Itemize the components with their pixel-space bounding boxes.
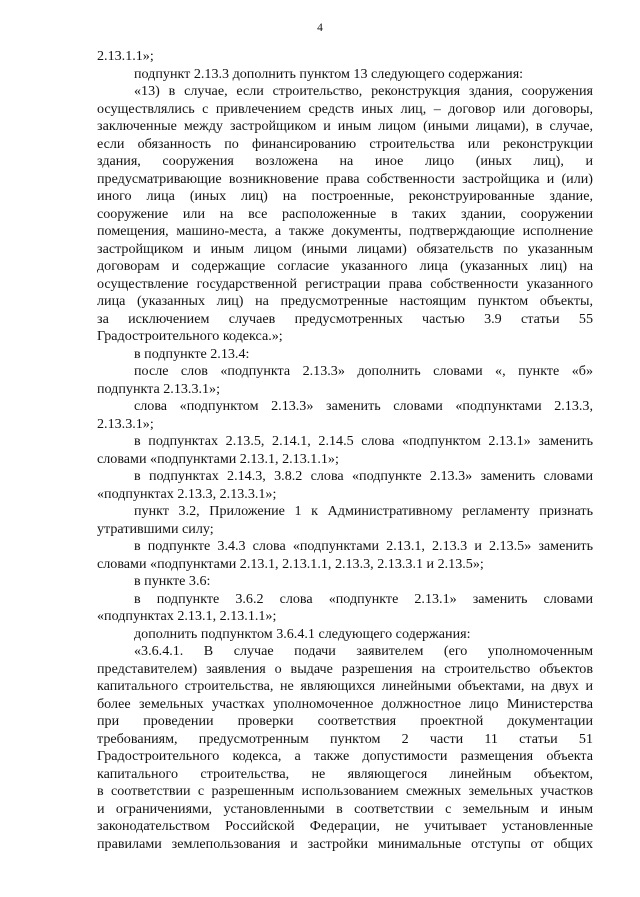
text-line: здания, сооружения возложена на иное лицо (иных лиц), и [97, 153, 593, 169]
text-line: предусматривающие возникновение права собственности застройщика и (или) [97, 170, 593, 187]
text-line: правилами землепользования и застройки минимальные отступы от общих [97, 835, 593, 852]
page-number: 4 [317, 22, 323, 34]
text-line: в подпунктах 2.13.5, 2.14.1, 2.14.5 слова «подпунктом 2.13.1» заменить [134, 433, 593, 449]
text-line: в подпункте 3.4.3 слова «подпунктами 2.13.1, 2.13.3 и 2.13.5» заменить [134, 538, 593, 554]
text-line: лица (указанных лиц) на предусмотренные настоящим пунктом объекты, [97, 293, 593, 309]
text-line: заключенные между застройщиком и иным лицом (иными лицами), в случае, [97, 118, 593, 134]
text-line: представителем) заявления о выдаче разрешения на строительство объектов [97, 660, 593, 677]
text-line: словами «подпунктами 2.13.1, 2.13.1.1, 2.13.3, 2.13.3.1 и 2.13.5»; [97, 555, 484, 572]
text-line: сооружение или на все расположенные в таких здании, сооружении [97, 205, 593, 222]
text-line: осуществление государственной регистрации права собственности указанного [97, 275, 593, 292]
text-line: 2.13.3.1»; [97, 415, 154, 432]
text-line: в соответствии с разрешенным использованием смежных земельных участков [97, 783, 593, 799]
text-line: в подпунктах 2.14.3, 3.8.2 слова «подпункте 2.13.3» заменить словами [134, 468, 593, 484]
text-line: Градостроительного кодекса.»; [97, 328, 283, 344]
text-line: в подпункте 2.13.4: [134, 345, 250, 362]
text-line: подпункта 2.13.3.1»; [97, 380, 221, 397]
text-line: после слов «подпункта 2.13.3» дополнить словами «, пункте «б» [134, 363, 593, 379]
text-line: «13) в случае, если строительство, реконструкция здания, сооружения [134, 83, 593, 99]
text-line: «3.6.4.1. В случае подачи заявителем (его уполномоченным [134, 643, 593, 659]
text-line: дополнить подпунктом 3.6.4.1 следующего содержания: [134, 625, 471, 642]
text-line: «подпунктах 2.13.1, 2.13.1.1»; [97, 608, 277, 624]
text-line: при проведении проверки соответствия проектной документации [97, 713, 593, 729]
text-line: осуществлялись с привлечением средств иных лиц, – договор или договоры, [97, 100, 593, 117]
text-line: застройщиком и иным лицом (иными лицами) обязательств по указанным [97, 240, 593, 257]
text-line: словами «подпунктами 2.13.1, 2.13.1.1»; [97, 450, 339, 467]
document-body [97, 48, 593, 853]
text-line: более земельных участках уполномоченное должностное лицо Министерства [97, 695, 593, 712]
text-line: если обязанность по финансированию строительства или реконструкции [97, 135, 593, 152]
text-line: помещения, машино-места, а также документы, подтверждающие исполнение [97, 223, 593, 239]
text-line: за исключением случаев предусмотренных частью 3.9 статьи 55 [97, 310, 593, 327]
text-line: договорам и содержащие согласие указанного лица (указанных лиц) на [97, 258, 593, 274]
text-line: капитального строительства, не являющихся линейными объектами, на двух и [97, 678, 593, 694]
text-line: пункт 3.2, Приложение 1 к Административному регламенту признать [134, 503, 593, 519]
text-line: 2.13.1.1»; [97, 48, 154, 64]
text-line: в пункте 3.6: [134, 573, 211, 589]
text-line: утратившими силу; [97, 520, 214, 537]
text-line: и ограничениями, установленными в соответствии с земельным и иным [97, 800, 593, 817]
text-line: требованиям, предусмотренным пунктом 2 части 11 статьи 51 [97, 730, 593, 747]
text-line: слова «подпунктом 2.13.3» заменить словами «подпунктами 2.13.3, [134, 398, 593, 414]
text-line: подпункт 2.13.3 дополнить пунктом 13 следующего содержания: [134, 65, 524, 82]
text-line: законодательством Российской Федерации, не учитывает установленные [97, 818, 593, 834]
text-line: в подпункте 3.6.2 слова «подпункте 2.13.1» заменить словами [134, 590, 593, 607]
text-line: иного лица (иных лиц) на построенные, реконструированные здание, [97, 188, 593, 204]
text-line: «подпунктах 2.13.3, 2.13.3.1»; [97, 485, 277, 502]
text-line: капитального строительства, не являющегося линейным объектом, [97, 765, 593, 782]
text-line: Градостроительного кодекса, а также допустимости размещения объекта [97, 748, 593, 764]
